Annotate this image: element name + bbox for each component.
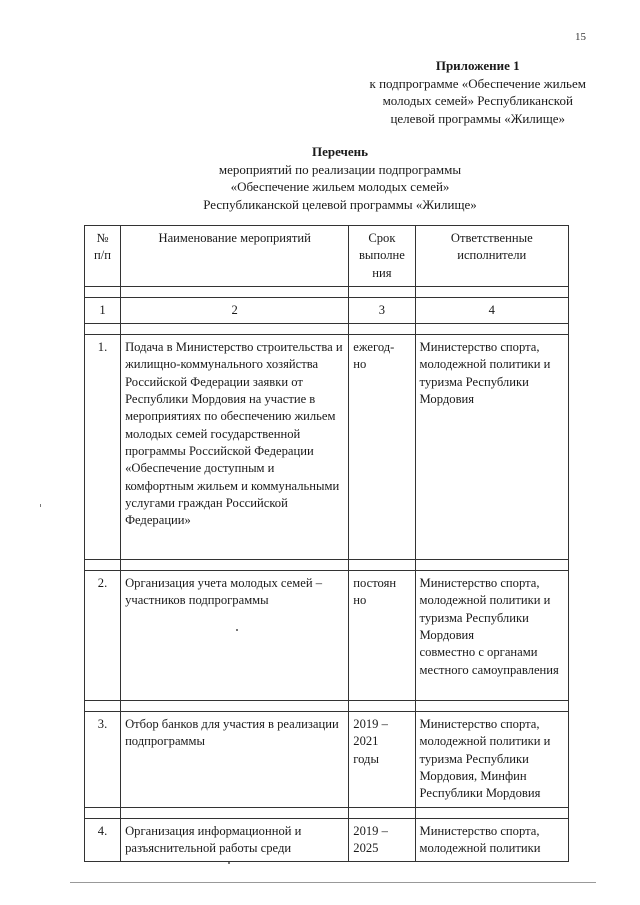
row-executors: Министерство спорта, молодежной политики и туризма Республики Мордовия — [415, 335, 568, 560]
table-row — [85, 571, 569, 701]
appendix-line: молодых семей» Республиканской — [382, 93, 573, 108]
heading-line: «Обеспечение жильем молодых семей» — [230, 179, 450, 194]
row-activity: Подача в Министерство строительства и жилищно-коммунального хозяйства Российской Федерации заявки от Республики Мордовия на участие в мероприятиях по обеспечению жильем молодых семей государственной программы Российской Федерации «Обеспечение доступным и комфортным жильем и коммунальными услугами граждан Российской Федерации» — [121, 335, 349, 560]
row-activity: Организация учета молодых семей – участников подпрограммы — [121, 571, 349, 701]
column-number: 1 — [85, 297, 121, 323]
heading-line: мероприятий по реализации подпрограммы — [218, 161, 462, 177]
row-executors: Министерство спорта, молодежной политики и туризма Республики Мордовия, Минфин Республики Мордовия — [415, 712, 568, 807]
row-term: ежегод- но — [349, 335, 415, 560]
header-name: Наименование мероприятий — [121, 226, 349, 287]
table-header-row — [85, 226, 569, 287]
row-executors: Министерство спорта, молодежной политики — [415, 818, 568, 862]
appendix-line: целевой программы «Жилище» — [390, 110, 566, 126]
row-term: 2019 – 2021 годы — [349, 712, 415, 807]
header-executors: Ответственные исполнители — [415, 226, 568, 287]
row-term: постоян но — [349, 571, 415, 701]
scan-bottom-edge — [70, 882, 596, 883]
header-number: № п/п — [85, 226, 121, 287]
appendix-block — [370, 57, 587, 127]
table-row — [85, 335, 569, 560]
appendix-title: Приложение 1 — [435, 58, 520, 73]
scan-speck — [40, 504, 41, 507]
scan-speck — [236, 629, 238, 631]
column-number: 3 — [349, 297, 415, 323]
column-number: 2 — [121, 297, 349, 323]
row-number: 1. — [85, 335, 121, 560]
table-row — [85, 712, 569, 807]
header-term: Срок выполне ния — [349, 226, 415, 287]
document-heading — [80, 143, 600, 213]
row-number: 4. — [85, 818, 121, 862]
row-activity: Отбор банков для участия в реализации подпрограммы — [121, 712, 349, 807]
row-number: 2. — [85, 571, 121, 701]
page-number: 15 — [575, 31, 586, 43]
appendix-line: к подпрограмме «Обеспечение жильем — [369, 75, 586, 91]
row-executors: Министерство спорта, молодежной политики и туризма Республики Мордовия совместно с органами местного самоуправления — [415, 571, 568, 701]
column-number: 4 — [415, 297, 568, 323]
scan-speck — [228, 862, 230, 864]
heading-title: Перечень — [311, 144, 369, 159]
table-row — [85, 818, 569, 862]
row-activity: Организация информационной и разъяснительной работы среди — [121, 818, 349, 862]
row-number: 3. — [85, 712, 121, 807]
row-term: 2019 – 2025 — [349, 818, 415, 862]
heading-line: Республиканской целевой программы «Жилище» — [203, 196, 477, 212]
activities-table — [84, 225, 569, 862]
column-number-row — [85, 297, 569, 323]
